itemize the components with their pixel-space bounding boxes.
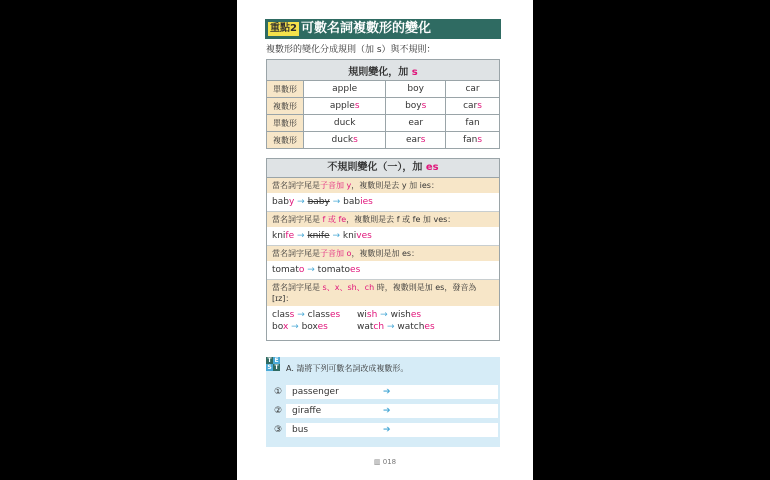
table-cell: ear bbox=[386, 115, 446, 132]
irregular-title: 不規則變化（一），加 es bbox=[267, 159, 499, 178]
section-badge: 重點2 bbox=[270, 23, 297, 34]
table-cell: ears bbox=[386, 132, 446, 149]
rule-text: 當名詞字尾是 s、x、sh、ch 時，複數則是加 es，發音為 [ɪz]： bbox=[267, 280, 499, 306]
table-row bbox=[267, 115, 500, 132]
book-page bbox=[237, 0, 533, 480]
table-cell: fan bbox=[446, 115, 500, 132]
section-header bbox=[265, 19, 501, 39]
row-label: 單數形 bbox=[267, 81, 304, 98]
question-row: ① passenger ➔ bbox=[271, 385, 493, 399]
table-cell: apple bbox=[304, 81, 386, 98]
rule-text: 當名詞字尾是子音加 o，複數則是加 es： bbox=[267, 246, 499, 261]
test-logo-icon: T E S T bbox=[267, 357, 279, 371]
regular-table bbox=[266, 59, 500, 149]
table-cell: fans bbox=[446, 132, 500, 149]
table-cell: cars bbox=[446, 98, 500, 115]
table-cell: boy bbox=[386, 81, 446, 98]
answer-field[interactable]: giraffe ➔ bbox=[286, 404, 498, 418]
table-row bbox=[267, 81, 500, 98]
example-line: knife → knife → knives bbox=[267, 227, 499, 246]
test-box bbox=[266, 357, 500, 447]
rule-text: 當名詞字尾是 f 或 fe，複數則是去 f 或 fe 加 ves： bbox=[267, 212, 499, 227]
question-row: ② giraffe ➔ bbox=[271, 404, 493, 418]
question-row: ③ bus ➔ bbox=[271, 423, 493, 437]
table-cell: car bbox=[446, 81, 500, 98]
intro-text: 複數形的變化分成規則（加 s）與不規則： bbox=[266, 45, 436, 55]
section-title: 可數名詞複數形的變化 bbox=[301, 21, 432, 36]
table-cell: boys bbox=[386, 98, 446, 115]
arrow-icon: ➔ bbox=[383, 387, 391, 397]
table-row bbox=[267, 132, 500, 149]
arrow-icon: ➔ bbox=[383, 406, 391, 416]
irregular-box bbox=[266, 158, 500, 341]
row-label: 單數形 bbox=[267, 115, 304, 132]
answer-field[interactable]: passenger ➔ bbox=[286, 385, 498, 399]
example-line: class → classes wish → wishes box → boxes watch → watches bbox=[267, 306, 499, 336]
page-number: ▥ 018 bbox=[373, 458, 397, 466]
example-line: tomato → tomatoes bbox=[267, 261, 499, 280]
arrow-icon: ➔ bbox=[383, 425, 391, 435]
regular-table-title: 規則變化，加 s bbox=[267, 60, 500, 81]
example-line: baby → baby → babies bbox=[267, 193, 499, 212]
answer-field[interactable]: bus ➔ bbox=[286, 423, 498, 437]
rule-text: 當名詞字尾是子音加 y，複數則是去 y 加 ies： bbox=[267, 178, 499, 193]
table-cell: apples bbox=[304, 98, 386, 115]
row-label: 複數形 bbox=[267, 98, 304, 115]
table-row bbox=[267, 98, 500, 115]
test-instruction: A. 請將下列可數名詞改成複數形。 bbox=[286, 364, 409, 373]
table-cell: ducks bbox=[304, 132, 386, 149]
row-label: 複數形 bbox=[267, 132, 304, 149]
table-cell: duck bbox=[304, 115, 386, 132]
